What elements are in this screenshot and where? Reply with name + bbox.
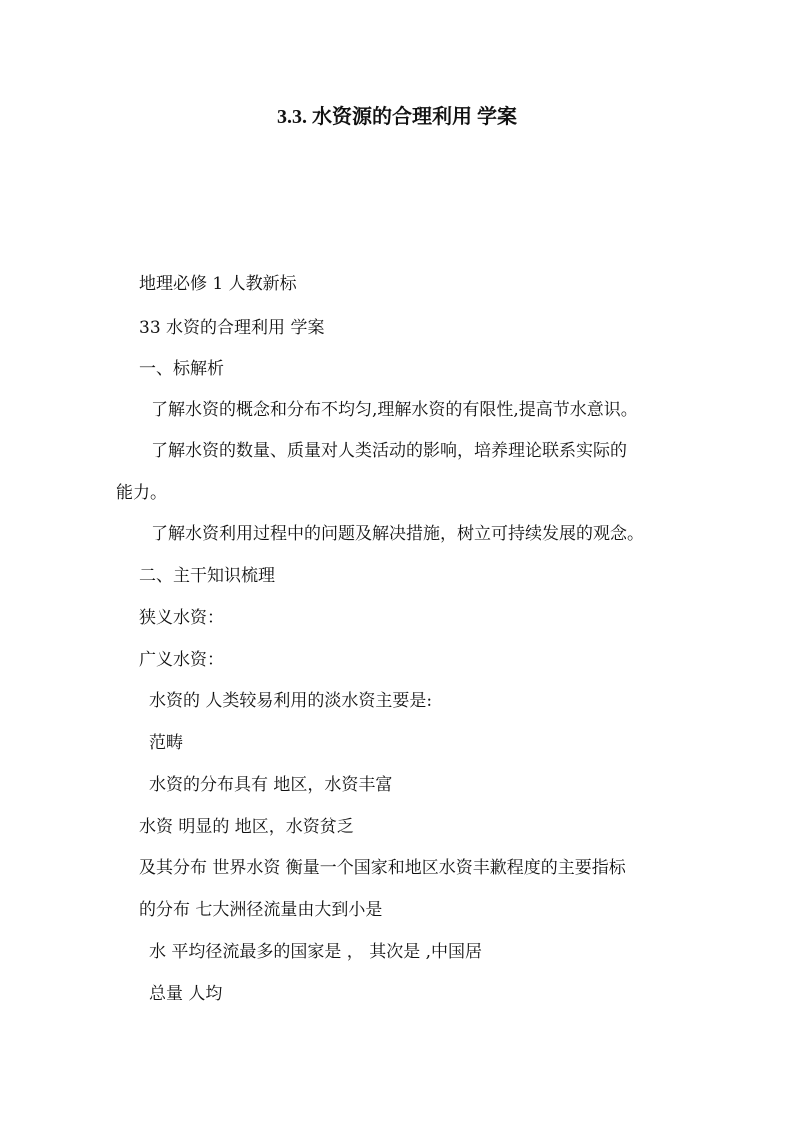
knowledge-line: 水 平均径流最多的国家是 ， 其次是 ,中国居 bbox=[149, 942, 483, 962]
knowledge-line: 及其分布 世界水资 衡量一个国家和地区水资丰歉程度的主要指标 bbox=[139, 858, 626, 878]
lesson-title-line: 33 水资的合理利用 学案 bbox=[139, 318, 325, 338]
objective-2-continued: 能力。 bbox=[116, 483, 167, 503]
section-heading-knowledge: 二、主干知识梳理 bbox=[139, 566, 275, 586]
definition-broad: 广义水资： bbox=[139, 650, 224, 670]
section-heading-objectives: 一、标解析 bbox=[139, 359, 224, 379]
knowledge-line: 水资的 人类较易利用的淡水资主要是: bbox=[149, 691, 433, 711]
knowledge-line: 水资 明显的 地区，水资贫乏 bbox=[139, 817, 354, 837]
document-title: 3.3. 水资源的合理利用 学案 bbox=[277, 106, 517, 128]
definition-narrow: 狭义水资： bbox=[139, 608, 224, 628]
course-info-line: 地理必修 1 人教新标 bbox=[139, 274, 297, 294]
knowledge-line: 水资的分布具有 地区，水资丰富 bbox=[149, 775, 393, 795]
objective-2: 了解水资的数量、质量对人类活动的影响，培养理论联系实际的 bbox=[151, 441, 627, 461]
knowledge-line: 的分布 七大洲径流量由大到小是 bbox=[139, 900, 383, 920]
objective-1: 了解水资的概念和分布不均匀,理解水资的有限性,提高节水意识。 bbox=[151, 400, 638, 420]
knowledge-line: 总量 人均 bbox=[149, 984, 223, 1004]
objective-3: 了解水资利用过程中的问题及解决措施，树立可持续发展的观念。 bbox=[151, 524, 644, 544]
knowledge-line: 范畴 bbox=[149, 733, 183, 753]
